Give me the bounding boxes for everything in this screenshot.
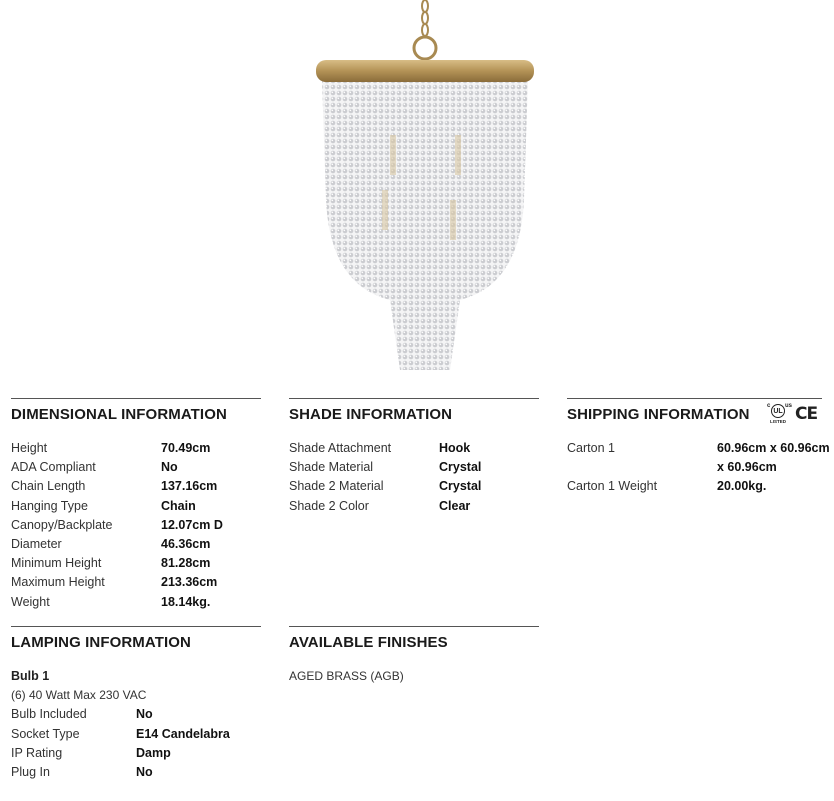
crystal-strands: [322, 80, 528, 370]
section-title: DIMENSIONAL INFORMATION: [11, 406, 227, 423]
spec-label: Minimum Height: [11, 556, 102, 571]
spec-value: 12.07cm D: [161, 517, 223, 532]
hanging-loop: [414, 37, 436, 59]
spec-value: Chain: [161, 498, 196, 513]
spec-label: Height: [11, 441, 48, 455]
spec-row: [11, 744, 261, 763]
spec-row: [11, 763, 261, 782]
spec-label: IP Rating: [11, 745, 63, 760]
lamping-section: [11, 626, 261, 782]
spec-row: [567, 439, 830, 458]
spec-label: ADA Compliant: [11, 460, 96, 475]
spec-row: [289, 439, 539, 458]
chandelier-illustration: [300, 0, 550, 375]
spec-label: Hanging Type: [11, 498, 88, 513]
spec-label: Carton 1: [567, 441, 615, 455]
certification-icons: [767, 403, 817, 425]
section-title: AVAILABLE FINISHES: [289, 634, 448, 651]
spec-value: Crystal: [439, 460, 482, 475]
spec-row: [11, 516, 261, 535]
spec-row: [11, 535, 261, 554]
bulb-description: (6) 40 Watt Max 230 VAC: [11, 688, 147, 703]
spec-row: [567, 477, 822, 496]
spec-label: Carton 1 Weight: [567, 479, 658, 494]
spec-value: 60.96cm x 60.96cm: [717, 441, 830, 455]
divider: [289, 398, 539, 399]
brass-ring: [316, 60, 534, 82]
spec-row: [289, 458, 539, 477]
spec-row: [11, 458, 261, 477]
spec-label: Maximum Height: [11, 575, 105, 590]
spec-row: [11, 439, 261, 458]
spec-value: 81.28cm: [161, 556, 211, 571]
spec-value: E14 Candelabra: [136, 726, 230, 741]
spec-label: Canopy/Backplate: [11, 517, 113, 532]
spec-row: [289, 497, 539, 516]
spec-row: [11, 573, 261, 592]
spec-label: Shade Material: [289, 460, 374, 475]
section-title: SHIPPING INFORMATION: [567, 406, 750, 423]
spec-list: [289, 439, 539, 516]
spec-label: Chain Length: [11, 479, 86, 494]
spec-value: No: [161, 460, 178, 475]
spec-row: [567, 458, 822, 477]
dimensional-section: [11, 398, 261, 612]
divider: [11, 626, 261, 627]
ul-listed-text: LISTED: [770, 419, 787, 424]
chandelier-image: [300, 0, 550, 375]
spec-label: Shade 2 Material: [289, 479, 384, 494]
spec-row: [11, 725, 261, 744]
spec-label: Socket Type: [11, 726, 80, 741]
spec-value: Hook: [439, 441, 471, 455]
spec-value: 20.00kg.: [717, 479, 767, 494]
spec-list: [11, 439, 261, 612]
spec-value: No: [136, 764, 153, 779]
spec-label: Bulb Included: [11, 707, 87, 722]
spec-value: 213.36cm: [161, 575, 218, 590]
finishes-section: [289, 626, 539, 686]
spec-row: [11, 705, 261, 724]
divider: [289, 626, 539, 627]
shade-section: [289, 398, 539, 516]
spec-row: [289, 477, 539, 496]
section-title: LAMPING INFORMATION: [11, 634, 191, 651]
spec-list: [11, 667, 261, 782]
finish-item: AGED BRASS (AGB): [289, 669, 404, 683]
chain: [422, 0, 428, 36]
spec-label: Shade 2 Color: [289, 498, 369, 513]
spec-value: Crystal: [439, 479, 482, 494]
spec-value: 70.49cm: [161, 441, 211, 455]
ul-us-text: us: [785, 403, 793, 409]
ul-listed-icon: [767, 403, 791, 425]
spec-value: 137.16cm: [161, 479, 218, 494]
spec-row: [11, 554, 261, 573]
spec-row: [11, 497, 261, 516]
spec-label: Shade Attachment: [289, 441, 392, 455]
spec-list: [567, 439, 830, 497]
ce-mark-icon: CE: [795, 404, 818, 424]
spec-value: x 60.96cm: [717, 460, 777, 475]
section-title: SHADE INFORMATION: [289, 406, 453, 423]
spec-row: [11, 593, 261, 612]
spec-value: Damp: [136, 745, 171, 760]
spec-value: 18.14kg.: [161, 594, 211, 609]
spec-value: 46.36cm: [161, 536, 211, 551]
spec-label: Weight: [11, 594, 50, 609]
spec-label: Diameter: [11, 536, 62, 551]
bulb-title: Bulb 1: [11, 669, 50, 683]
divider: [11, 398, 261, 399]
ul-c-text: c: [767, 403, 771, 409]
spec-value: No: [136, 707, 153, 722]
spec-label: Plug In: [11, 764, 50, 779]
spec-value: Clear: [439, 498, 471, 513]
ul-mark: UL: [771, 404, 785, 418]
divider: [567, 398, 822, 399]
spec-row: [11, 477, 261, 496]
